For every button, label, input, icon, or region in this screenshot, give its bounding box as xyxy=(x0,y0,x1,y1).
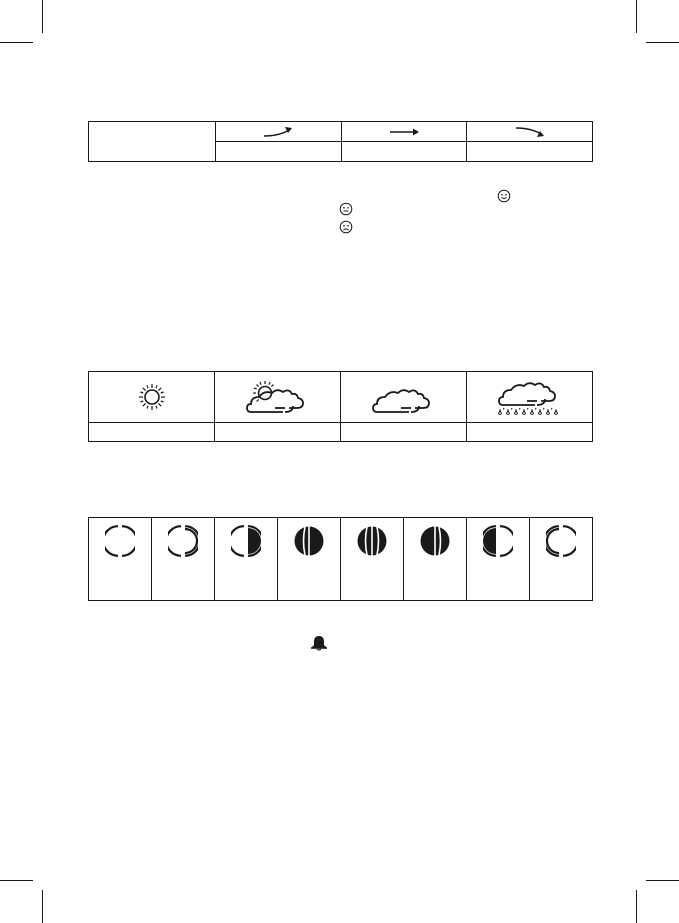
crop-mark xyxy=(646,42,679,43)
rising-arrow-icon xyxy=(261,125,295,139)
crop-mark xyxy=(42,0,43,33)
forecast-caption-cell xyxy=(89,423,215,442)
first-quarter-icon xyxy=(231,524,261,558)
trend-table-label-cell xyxy=(89,122,216,162)
trend-cell xyxy=(341,122,467,142)
neutral-face-icon xyxy=(339,202,353,216)
partly-cloudy-icon xyxy=(245,378,311,416)
last-quarter-icon xyxy=(483,524,513,558)
forecast-icon-cell xyxy=(467,372,593,423)
trend-table xyxy=(88,121,593,162)
uncomfortable-face-icon xyxy=(339,220,353,234)
forecast-caption-cell xyxy=(341,423,467,442)
moon-phase-cell xyxy=(404,518,467,601)
moon-phase-cell xyxy=(467,518,530,601)
moon-phase-cell xyxy=(215,518,278,601)
new-moon-icon xyxy=(105,524,135,558)
waning-gibbous-icon xyxy=(420,524,450,558)
trend-cell xyxy=(216,122,342,142)
forecast-icon-cell xyxy=(341,372,467,423)
waxing-crescent-icon xyxy=(168,524,198,558)
bell-icon xyxy=(309,635,329,651)
trend-caption-cell xyxy=(467,142,593,162)
moon-phase-cell xyxy=(530,518,593,601)
comfortable-face-icon xyxy=(497,189,511,203)
rainy-icon xyxy=(495,375,565,419)
moon-phase-cell xyxy=(152,518,215,601)
moon-phase-table xyxy=(88,517,593,601)
crop-mark xyxy=(0,880,33,881)
moon-phase-cell xyxy=(278,518,341,601)
waxing-gibbous-icon xyxy=(294,524,324,558)
forecast-caption-cell xyxy=(215,423,341,442)
crop-mark xyxy=(636,890,637,923)
forecast-table xyxy=(88,371,593,442)
steady-arrow-icon xyxy=(387,125,421,139)
moon-phase-cell xyxy=(341,518,404,601)
crop-mark xyxy=(0,42,33,43)
trend-caption-cell xyxy=(216,142,342,162)
full-moon-icon xyxy=(357,524,387,558)
trend-cell xyxy=(467,122,593,142)
crop-mark xyxy=(42,890,43,923)
forecast-icon-cell xyxy=(89,372,215,423)
cloudy-icon xyxy=(371,378,437,416)
falling-arrow-icon xyxy=(513,125,547,139)
forecast-caption-cell xyxy=(467,423,593,442)
crop-mark xyxy=(636,0,637,33)
crop-mark xyxy=(646,880,679,881)
waning-crescent-icon xyxy=(546,524,576,558)
sunny-icon xyxy=(137,382,167,412)
forecast-icon-cell xyxy=(215,372,341,423)
moon-phase-cell xyxy=(89,518,152,601)
trend-caption-cell xyxy=(341,142,467,162)
